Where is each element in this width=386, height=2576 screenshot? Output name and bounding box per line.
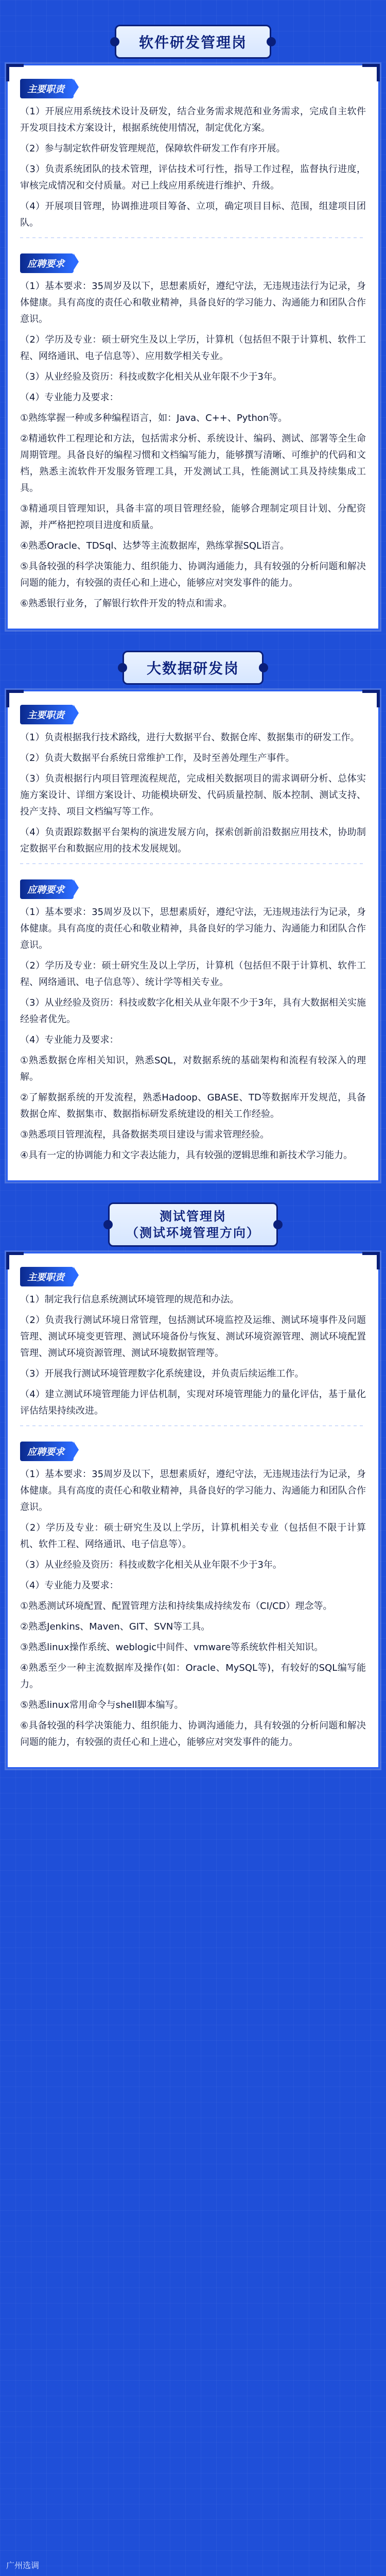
section-title-banner bbox=[100, 25, 286, 59]
paragraph: （2）负责我行测试环境日常管理，包括测试环境监控及运维、测试环境事件及问题管理、测试环境变更管理、测试环境备份与恢复、测试环境资源管理、测试环境配置管理、测试环境资源管理、测试环境数据管理等。 bbox=[20, 1315, 366, 1359]
paragraph: （1）基本要求：35周岁及以下，思想素质好，遵纪守法，无违规违法行为记录，身体健康。具有高度的责任心和敬业精神，具备良好的学习能力、沟通能力和团队合作意识。 bbox=[20, 907, 366, 951]
paragraph: ③熟悉项目管理流程，具备数据类项目建设与需求管理经验。 bbox=[20, 1129, 270, 1140]
paragraph: （3）负责根据行内项目管理流程规范，完成相关数据项目的需求调研分析、总体实施方案设计、详细方案设计、功能模块研发、代码质量控制、版本控制、测试支持、投产支持、项目文档编写等工作。 bbox=[20, 773, 366, 817]
section-content bbox=[8, 691, 378, 1180]
paragraph: （3）负责系统团队的技术管理，评估技术可行性，指导工作过程，监督执行进度，审核完成情况和交付质量。对已上线应用系统进行维护、升级。 bbox=[20, 164, 366, 191]
paragraph: （1）负责根据我行技术路线，进行大数据平台、数据仓库、数据集市的研发工作。 bbox=[20, 732, 360, 743]
paragraph: （2）学历及专业：硕士研究生及以上学历，计算机（包括但不限于计算机、软件工程、网络通讯、电子信息等）、统计学等相关专业。 bbox=[20, 960, 366, 988]
paragraph: ④熟悉Oracle、TDSql、达梦等主流数据库，熟练掌握SQL语言。 bbox=[20, 540, 290, 551]
paragraph: （4）开展项目管理，协调推进项目筹备、立项，确定项目目标、范围，组建项目团队。 bbox=[20, 201, 366, 228]
paragraph: （3）开展我行测试环境管理数字化系统建设，并负责后续运维工作。 bbox=[20, 1368, 304, 1379]
paragraph: ①熟练掌握一种或多种编程语言，如：Java、C++、Python等。 bbox=[20, 413, 288, 423]
subheading-duties: 主要职责 bbox=[20, 705, 74, 724]
corner-decoration bbox=[362, 1252, 380, 1269]
paragraph: （4）专业能力及要求： bbox=[20, 1580, 119, 1591]
paragraph: ②了解数据系统的开发流程，熟悉Hadoop、GBASE、TD等数据库开发规范，具备数据仓库、数据集市、数据指标研发系统建设的相关工作经验。 bbox=[20, 1092, 366, 1120]
paragraph: ⑥熟悉银行业务，了解银行软件开发的特点和需求。 bbox=[20, 598, 233, 609]
paragraph: （1）基本要求：35周岁及以下，思想素质好，遵纪守法，无违规违法行为记录，身体健康。具有高度的责任心和敬业精神，具备良好的学习能力、沟通能力和团队合作意识。 bbox=[20, 1469, 366, 1513]
section-title-banner bbox=[100, 1202, 286, 1247]
subheading-requirements: 应聘要求 bbox=[20, 253, 74, 273]
subheading-duties: 主要职责 bbox=[20, 1267, 74, 1286]
paragraph: （4）建立测试环境管理能力评估机制，实现对环境管理能力的量化评估，基于量化评估结果持续改进。 bbox=[20, 1389, 366, 1416]
paragraph: （1）开展应用系统技术设计及研发，结合业务需求规范和业务需求，完成自主软件开发项目技术方案设计，根据系统使用情况，制定优化方案。 bbox=[20, 106, 366, 133]
paragraph: ⑤具备较强的科学决策能力、组织能力、协调沟通能力，具有较强的分析问题和解决问题的能力，有较强的责任心和上进心，能够应对突发事件的能力。 bbox=[20, 561, 366, 588]
divider bbox=[20, 863, 366, 864]
paragraph: ④具有一定的协调能力和文字表达能力，具有较强的逻辑思维和新技术学习能力。 bbox=[20, 1150, 353, 1161]
section-title: 软件研发管理岗 bbox=[115, 25, 271, 59]
paragraph: ④熟悉至少一种主流数据库及操作(如：Oracle、MySQL等)，有较好的SQL编写能力。 bbox=[20, 1663, 366, 1690]
subheading-duties: 主要职责 bbox=[20, 79, 74, 98]
corner-decoration bbox=[362, 690, 380, 707]
paragraph: （2）学历及专业：硕士研究生及以上学历，计算机（包括但不限于计算机、软件工程、网络通讯、电子信息等）、应用数学相关专业。 bbox=[20, 334, 366, 362]
section-content bbox=[8, 1253, 378, 1767]
paragraph: （3）从业经验及资历：科技或数字化相关从业年限不少于3年，具有大数据相关实施经验者优先。 bbox=[20, 997, 366, 1025]
job-section-testing bbox=[6, 1252, 380, 1769]
corner-decoration bbox=[362, 64, 380, 81]
subheading-requirements: 应聘要求 bbox=[20, 879, 74, 899]
paragraph: ⑥具备较强的科学决策能力、组织能力、协调沟通能力，具有较强的分析问题和解决问题的能力，有较强的责任心和上进心，能够应对突发事件的能力。 bbox=[20, 1720, 366, 1748]
paragraph: （1）基本要求：35周岁及以下，思想素质好，遵纪守法，无违规违法行为记录，身体健康。具有高度的责任心和敬业精神，具备良好的学习能力、沟通能力和团队合作意识。 bbox=[20, 281, 366, 325]
paragraph: ③精通项目管理知识，具备丰富的项目管理经验，能够合理制定项目计划、分配资源，并严格把控项目进度和质量。 bbox=[20, 503, 366, 531]
section-title bbox=[108, 1202, 278, 1247]
job-section-bigdata bbox=[6, 690, 380, 1182]
paragraph: （4）专业能力及要求： bbox=[20, 392, 119, 403]
paragraph: ⑤熟悉linux常用命令与shell脚本编写。 bbox=[20, 1700, 184, 1710]
paragraph: （2）参与制定软件研发管理规范，保障软件研发工作有序开展。 bbox=[20, 143, 286, 154]
subheading-requirements: 应聘要求 bbox=[20, 1442, 74, 1461]
paragraph: （4）专业能力及要求： bbox=[20, 1035, 119, 1045]
paragraph: ②熟悉Jenkins、Maven、GIT、SVN等工具。 bbox=[20, 1621, 210, 1632]
paragraph: （3）从业经验及资历：科技或数字化相关从业年限不少于3年。 bbox=[20, 1560, 282, 1570]
footer-watermark: 广州选调 bbox=[6, 2561, 40, 2570]
paragraph: （4）负责跟踪数据平台架构的演进发展方向，探索创新前沿数据应用技术，协助制定数据平台和数据应用的技术发展规划。 bbox=[20, 827, 366, 854]
section-title: 大数据研发岗 bbox=[122, 651, 264, 685]
paragraph: ①熟悉数据仓库相关知识，熟悉SQL，对数据系统的基础架构和流程有较深入的理解。 bbox=[20, 1055, 366, 1082]
section-title-line: （测试环境管理方向） bbox=[126, 1226, 260, 1240]
job-section-software bbox=[6, 64, 380, 630]
paragraph: ③熟悉linux操作系统、weblogic中间件、vmware等系统软件相关知识。 bbox=[20, 1642, 324, 1653]
paragraph: （2）学历及专业：硕士研究生及以上学历，计算机相关专业（包括但不限于计算机、软件工程、网络通讯、电子信息等）。 bbox=[20, 1522, 366, 1550]
paragraph: （3）从业经验及资历：科技或数字化相关从业年限不少于3年。 bbox=[20, 371, 282, 382]
paragraph: （1）制定我行信息系统测试环境管理的规范和办法。 bbox=[20, 1294, 239, 1305]
paragraph: （2）负责大数据平台系统日常维护工作，及时至善处理生产事件。 bbox=[20, 753, 295, 764]
section-content bbox=[8, 65, 378, 629]
paragraph: ②精通软件工程理论和方法，包括需求分析、系统设计、编码、测试、部署等全生命周期管理。具备良好的编程习惯和文档编写能力，能够撰写清晰、可维护的代码和文档，熟悉主流软件开发服务管理工具，开发测试工具，性能测试工具及持续集成工具。 bbox=[20, 433, 366, 494]
section-title-banner bbox=[100, 651, 286, 685]
section-title-line: 测试管理岗 bbox=[160, 1209, 226, 1224]
paragraph: ①熟悉测试环境配置、配置管理方法和持续集成持续发布（CI/CD）理念等。 bbox=[20, 1601, 332, 1612]
